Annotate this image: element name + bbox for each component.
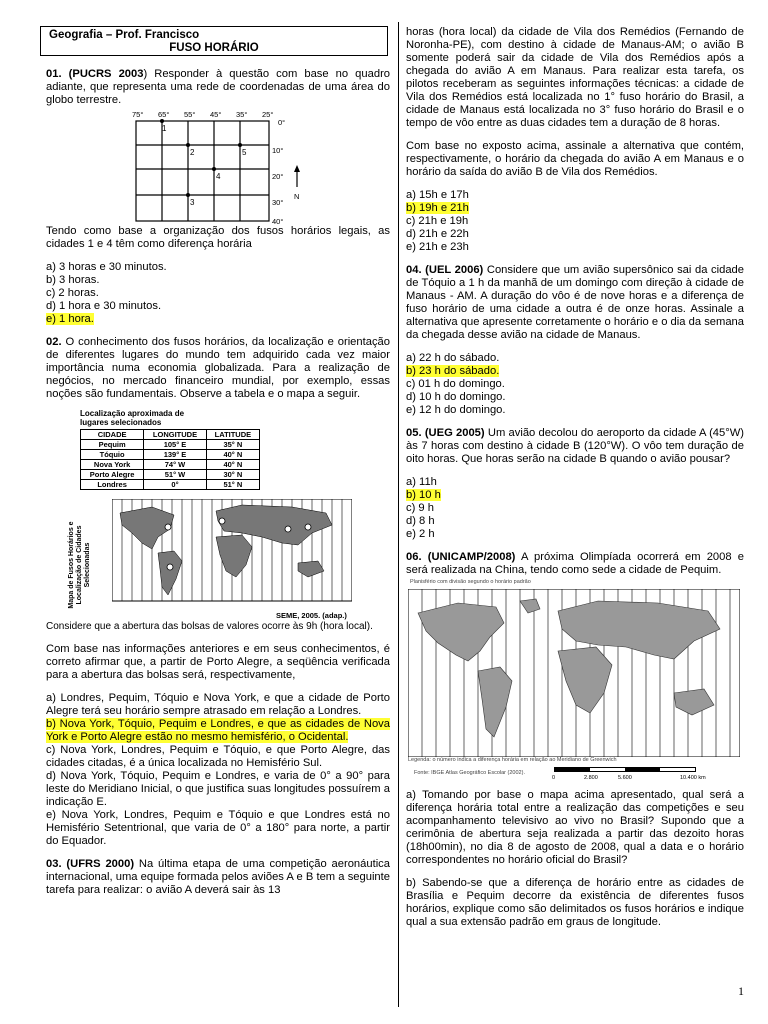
world-timezone-map [112, 499, 352, 607]
q1-prompt: Tendo como base a organização dos fusos horários legais, as cidades 1 e 4 têm como diferença horária [46, 225, 390, 250]
lon-label: 35° [236, 110, 248, 119]
map-scale-bar: 0 2.800 5.600 10.400 km [554, 767, 714, 779]
q3-prompt: Com base no exposto acima, assinale a alternativa que contém, respectivamente, o horário da chegada do avião A em Manaus e o horário da saída do avião B de Vila dos Remédios. [406, 140, 744, 178]
q3-statement-start: 03. (UFRS 2000) Na última etapa de uma competição aeronáutica internacional, uma equipe formada pelos aviões A e B tem a seguinte tarefa para realizar: o avião A deverá sair às 13 [46, 858, 390, 896]
q2-option: a) Londres, Pequim, Tóquio e Nova York, e que a cidade de Porto Alegre terá seu horário sempre atrasado em relação a Londres. [46, 692, 390, 717]
q3-option: e) 21h e 23h [406, 241, 469, 253]
lat-label: 40° [272, 217, 284, 225]
q5-statement: 05. (UEG 2005) Um avião decolou do aeroporto da cidade A (45°W) às 7 horas com destino à cidade B (120°W). O vôo tem duração de oito horas. Que horas serão na cidade B quando o avião pousar? [406, 427, 744, 465]
q4-option: a) 22 h do sábado. [406, 352, 500, 364]
q6-map-figure [406, 579, 744, 789]
q4-option-answer: b) 23 h do sábado. [406, 365, 500, 377]
q5-option: c) 9 h [406, 502, 434, 514]
page-number: 1 [738, 984, 744, 998]
table-row: Tóquio 139° E 40° N [81, 450, 260, 460]
point-label: 3 [190, 198, 195, 207]
city-marker-icon [305, 524, 311, 530]
q1-option: b) 3 horas. [46, 274, 100, 286]
q1-option: c) 2 horas. [46, 287, 99, 299]
q2-option: d) Nova York, Tóquio, Pequim e Londres, e varia de 0° a 90° para leste do Meridiano Inicial, o que justifica suas longitudes possuírem a indicação E. [46, 770, 390, 808]
topic-title: FUSO HORÁRIO [169, 42, 259, 54]
city-marker-icon [219, 518, 225, 524]
map-source: Fonte: IBGE Atlas Geográfico Escolar (2002). [414, 770, 525, 776]
subject-title: Geografia – Prof. Francisco [49, 29, 200, 41]
q4-option: d) 10 h do domingo. [406, 391, 506, 403]
q4-statement: 04. (UEL 2006) Considere que um avião supersônico sai da cidade de Tóquio a 1 h da manhã de um domingo com direção à cidade de Manaus - AM. A duração do vôo é de nove horas e a diferença de fuso horário de uma cidade a outra é de onze horas. Assinale a alternativa que apresente corretamente o horário e o dia da semana da chegada desse avião na cidade de Manaus. [406, 264, 744, 341]
north-label: N [294, 192, 300, 201]
q3-option: a) 15h e 17h [406, 189, 469, 201]
world-map-olympics [408, 589, 740, 757]
q6-part-a: a) Tomando por base o mapa acima apresentado, qual será a diferença horária total entre a realização das competições e seu acompanhamento televisivo ao vivo no Brasil? Supondo que a cerimônia de abertura seja realizada a partir das dezoito horas (18h00min), no dia 8 de agosto de 2008, qual a data e o horário correspondentes no horário oficial do Brasil? [406, 789, 744, 866]
q2-option: c) Nova York, Londres, Pequim e Tóquio, e que Porto Alegre, das cidades citadas, é a única localizada no Hemisfério Sul. [46, 744, 390, 769]
lon-label: 45° [210, 110, 222, 119]
q2-option: e) Nova York, Londres, Pequim e Tóquio e que Londres está no Hemisfério Setentrional, que varia de 0° a 180° para norte, a partir do Equador. [46, 809, 390, 847]
map-side-label: Mapa de Fusos Horários e Localização de Cidades Selecionadas [68, 521, 91, 609]
point-label: 4 [216, 172, 221, 181]
coordinate-grid-figure [46, 107, 390, 225]
q1-option: d) 1 hora e 30 minutos. [46, 300, 162, 312]
table-row: Porto Alegre 51° W 30° N [81, 470, 260, 480]
table-title: Localização aproximada de lugares selecionados [80, 409, 185, 427]
point-label: 5 [242, 148, 247, 157]
q5-option: d) 8 h [406, 515, 435, 527]
city-marker-icon [165, 524, 171, 530]
q6-part-b: b) Sabendo-se que a diferença de horário entre as cidades de Brasília e Pequim decorre da existência de diferentes fusos horários, explique como são delimitados os fusos horários e indique qual a sua extensão padrão em graus de longitude. [406, 877, 744, 928]
lat-label: 10° [272, 146, 284, 155]
city-marker-icon [167, 564, 173, 570]
q5-option: a) 11h [406, 476, 437, 488]
q3-option-answer: b) 19h e 21h [406, 202, 469, 214]
lon-label: 75° [132, 110, 144, 119]
q5-option: e) 2 h [406, 528, 435, 540]
left-column [46, 68, 390, 897]
q3-statement-cont: horas (hora local) da cidade de Vila dos Remédios (Fernando de Noronha-PE), com destino à cidade de Manaus-AM; o avião B somente poderá sair da cidade de Vila dos Remédios após a chegada do avião A em Manaus. Para realizar esta tarefa, os pilotos receberam as seguintes informações técnicas: a cidade de Vila dos Remédios está localizada no 1° fuso horário do Brasil, a cidade de Manaus está localizada no 3° fuso horário do Brasil e o tempo de vôo entre as duas cidades tem a duração de 8 horas. [406, 26, 744, 129]
map-caption-top: Planisfério com divisão segundo o horário padrão [410, 579, 531, 585]
table-header: CIDADE [81, 430, 144, 440]
table-header: LONGITUDE [144, 430, 207, 440]
q3-option: d) 21h e 22h [406, 228, 469, 240]
q2-prompt: Com base nas informações anteriores e em seus conhecimentos, é correto afirmar que, a partir de Porto Alegre, a seqüência verificada para a abertura das bolsas será, respectivamente, [46, 643, 390, 681]
coordinate-grid [46, 107, 390, 225]
q1-option-answer: e) 1 hora. [46, 313, 94, 325]
column-divider [398, 22, 399, 1007]
point-label: 1 [162, 124, 167, 133]
table-row: Londres 0° 51° N [81, 480, 260, 490]
city-marker-icon [285, 526, 291, 532]
lat-label: 20° [272, 172, 284, 181]
q3-option: c) 21h e 19h [406, 215, 469, 227]
lon-label: 55° [184, 110, 196, 119]
lat-label: 30° [272, 198, 284, 207]
table-row: Pequim 105° E 35° N [81, 440, 260, 450]
q2-note: Considere que a abertura das bolsas de valores ocorre às 9h (hora local). [46, 621, 373, 632]
locations-table [80, 429, 260, 490]
q1-option: a) 3 horas e 30 minutos. [46, 261, 167, 273]
q1-statement: 01. (PUCRS 2003) Responder à questão com base no quadro adiante, que representa uma rede de coordenadas de uma área do globo terrestre. [46, 68, 391, 106]
q2-option-answer: b) Nova York, Tóquio, Pequim e Londres, e que as cidades de Nova York e Porto Alegre estão no mesmo hemisfério, o Ocidental. [46, 718, 390, 743]
q6-statement: 06. (UNICAMP/2008) A próxima Olimpíada ocorrerá em 2008 e será realizada na China, tendo como sede a cidade de Pequim. [406, 551, 744, 576]
table-row: Nova York 74° W 40° N [81, 460, 260, 470]
q4-option: e) 12 h do domingo. [406, 404, 506, 416]
q4-option: c) 01 h do domingo. [406, 378, 505, 390]
q5-option-answer: b) 10 h [406, 489, 441, 501]
table-header: LATITUDE [206, 430, 259, 440]
lat-label: 0° [278, 118, 286, 127]
right-column [406, 26, 744, 929]
point-label: 2 [190, 148, 195, 157]
header-box [40, 26, 388, 56]
map-caption-bottom: Legenda: o número indica a diferença horária em relação ao Meridiano de Greenwich [408, 757, 617, 763]
q2-figure [46, 407, 390, 620]
lon-label: 65° [158, 110, 170, 119]
lon-label: 25° [262, 110, 274, 119]
q2-statement: 02. O conhecimento dos fusos horários, da localização e orientação de diferentes lugares do mundo tem adquirido cada vez maior importância numa economia globalizada. Para a realização de negócios, no mercado financeiro mundial, por exemplo, essas noções são fundamentais. Observe a tabela e o mapa a seguir. [46, 336, 390, 400]
map-source: SEME, 2005. (adap.) [276, 611, 347, 620]
